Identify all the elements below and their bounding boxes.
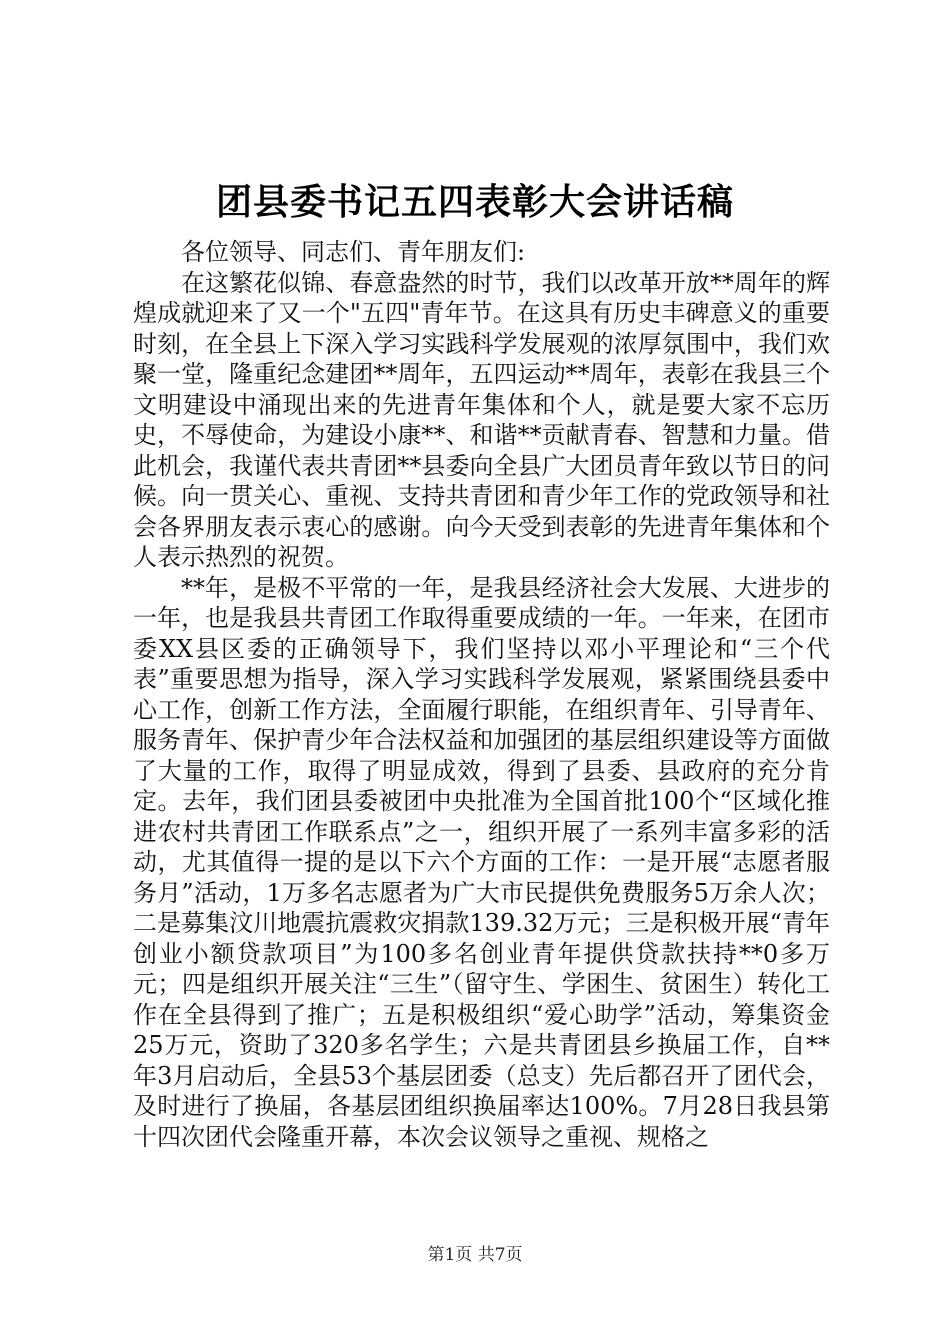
- page-footer: 第1页 共7页: [427, 1245, 523, 1265]
- body-paragraph: **年，是极不平常的一年，是我县经济社会大发展、大进步的一年，也是我县共青团工作取得重要成绩的一年。一年来，在团市委XX县区委的正确领导下，我们坚持以邓小平理论和“三个代表”重要思想为指导，深入学习实践科学发展观，紧紧围绕县委中心工作，创新工作方法，全面履行职能，在组织青年、引导青年、服务青年、保护青少年合法权益和加强团的基层组织建设等方面做了大量的工作，取得了明显成效，得到了县委、县政府的充分肯定。去年，我们团县委被团中央批准为全国首批100个“区域化推进农村共青团工作联系点”之一，组织开展了一系列丰富多彩的活动，尤其值得一提的是以下六个方面的工作：一是开展“志愿者服务月”活动，1万多名志愿者为广大市民提供免费服务5万余人次；二是募集汶川地震抗震救灾捐款139.32万元；三是积极开展“青年创业小额贷款项目”为100多名创业青年提供贷款扶持**0多万元；四是组织开展关注“三生”（留守生、学困生、贫困生）转化工作在全县得到了推广；五是积极组织“爱心助学”活动，筹集资金25万元，资助了320多名学生；六是共青团县乡换届工作，自**年3月启动后，全县53个基层团委（总支）先后都召开了团代会，及时进行了换届，各基层团组织换届率达100%。7月28日我县第十四次团代会隆重开幕，本次会议领导之重视、规格之: [133, 573, 830, 1151]
- salutation-paragraph: 各位领导、同志们、青年朋友们:: [181, 238, 526, 266]
- body-paragraph: 在这繁花似锦、春意盎然的时节，我们以改革开放**周年的辉煌成就迎来了又一个"五四"青年节。在这具有历史丰碑意义的重要时刻，在全县上下深入学习实践科学发展观的浓厚氛围中，我们欢聚一堂，隆重纪念建团**周年，五四运动**周年，表彰在我县三个文明建设中涌现出来的先进青年集体和个人，就是要大家不忘历史，不辱使命，为建设小康**、和谐**贡献青春、智慧和力量。借此机会，我谨代表共青团**县委向全县广大团员青年致以节日的问候。向一贯关心、重视、支持共青团和青少年工作的党政领导和社会各界朋友表示衷心的感谢。向今天受到表彰的先进青年集体和个人表示热烈的祝贺。: [133, 268, 830, 571]
- document-body: [133, 237, 830, 1152]
- document-title: 团县委书记五四表彰大会讲话稿: [215, 181, 734, 223]
